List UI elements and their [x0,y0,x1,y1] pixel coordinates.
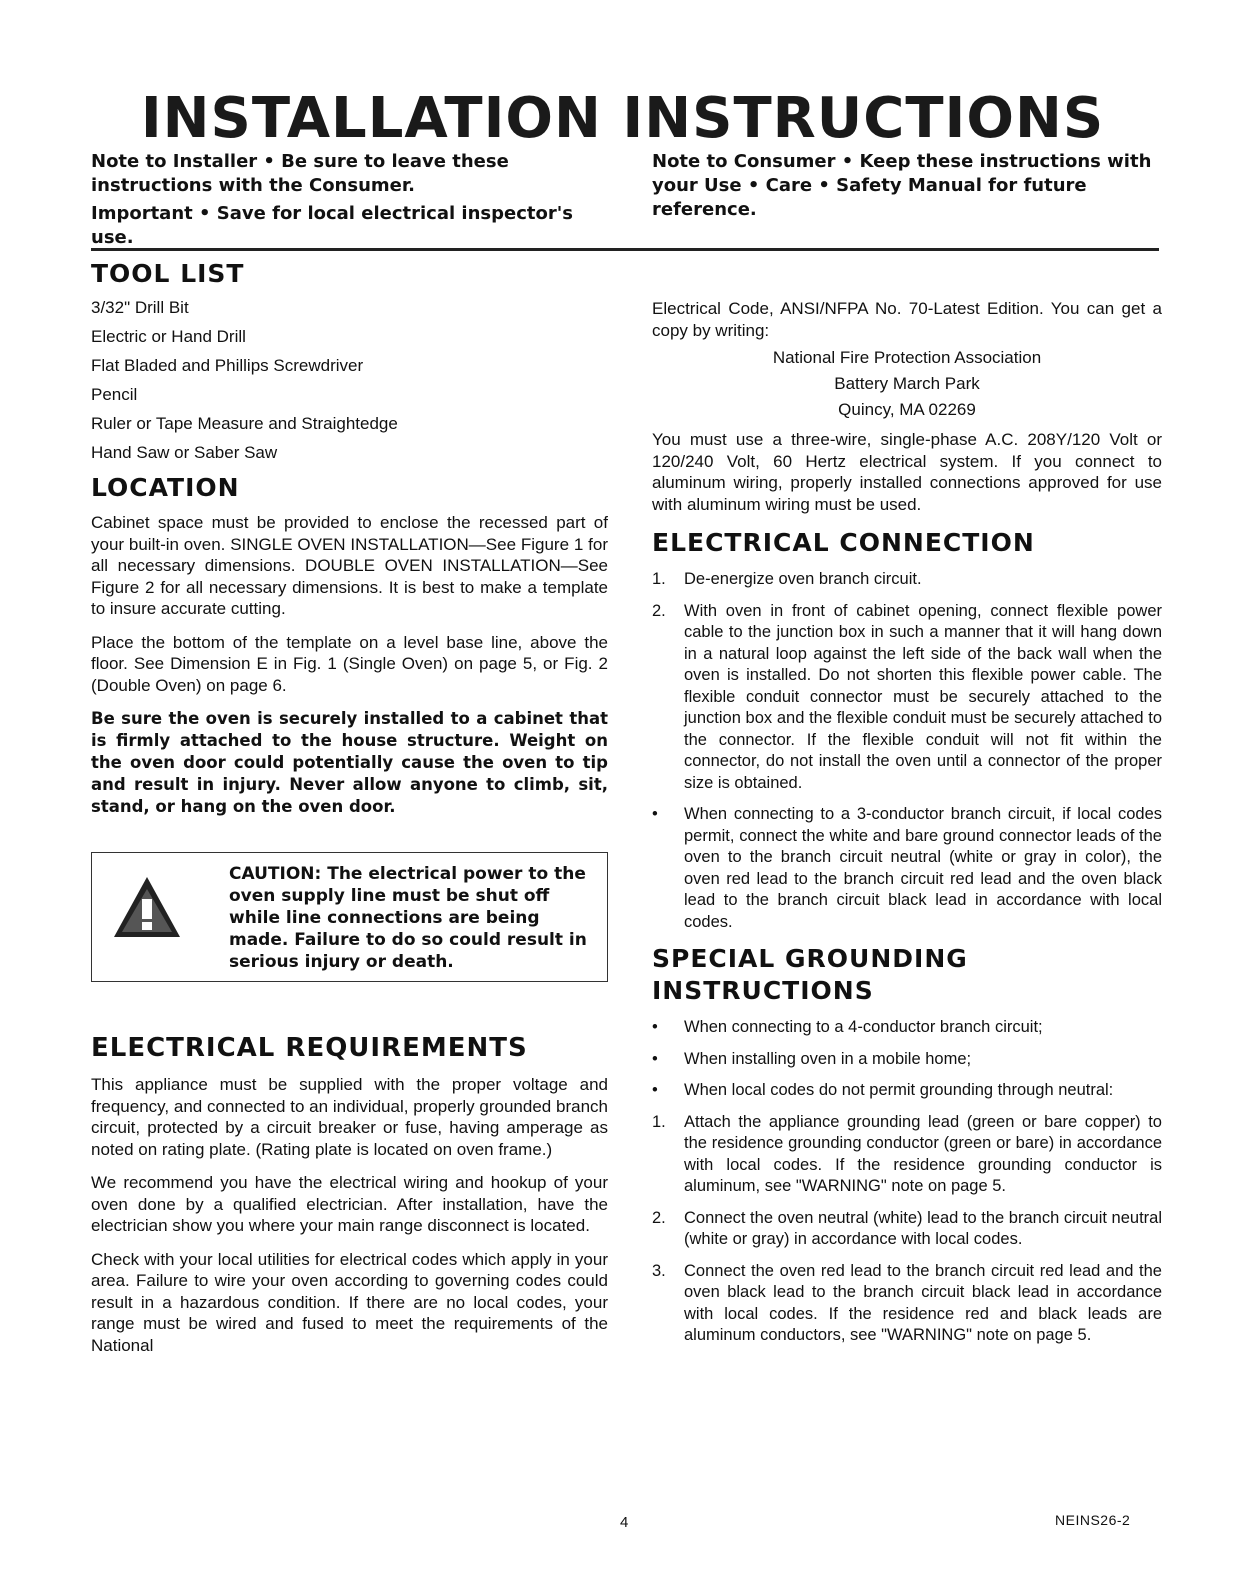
tool-item: Ruler or Tape Measure and Straightedge [91,414,398,433]
left-column [91,258,608,1368]
step-text: Connect the oven red lead to the branch circuit red lead and the oven black lead to the branch circuit black lead in accordance with local codes. If the residence red and black leads are aluminum conductors, see "WARNING" note on page 5. [684,1261,1162,1344]
step-marker: • [652,805,658,823]
list-item [652,601,1162,795]
requirements-paragraph: This appliance must be supplied with the proper voltage and frequency, and connected to an individual, properly grounded branch circuit, protected by a circuit breaker or fuse, having amperage as noted on rating plate. (Rating plate is located on oven frame.) [91,1075,608,1159]
warning-triangle-icon [112,875,182,939]
consumer-notes [652,150,1162,226]
list-item: • When local codes do not permit grounding through neutral: [652,1081,1114,1099]
grounding-conditions [652,1017,1162,1102]
header-divider [91,248,1159,251]
note-to-consumer: Note to Consumer • Keep these instructions with your Use • Care • Safety Manual for future reference. [652,151,1152,220]
condition-text: When installing oven in a mobile home; [684,1049,972,1068]
system-paragraph: You must use a three-wire, single-phase A.C. 208Y/120 Volt or 120/240 Volt, 60 Hertz electrical system. If you connect to aluminum wiring, properly installed connections approved for use with aluminum wiring must be used. [652,430,1162,514]
note-important: Important • Save for local electrical inspector's use. [91,203,573,248]
address-line: Battery March Park [834,374,980,393]
list-item [652,1208,1162,1251]
location-warning: Be sure the oven is securely installed to a cabinet that is firmly attached to the house structure. Weight on the oven door could potentially cause the oven to tip and result in injury. Never allow anyone to climb, sit, stand, or hang on the oven door. [91,709,608,816]
installer-notes [91,150,601,254]
address-line: Quincy, MA 02269 [838,400,976,419]
tool-item: Flat Bladed and Phillips Screwdriver [91,356,364,375]
list-item [652,1112,1162,1198]
connection-steps [652,569,1162,933]
page-number: 4 [620,1514,629,1531]
step-marker: 1. [652,570,666,588]
nfpa-address [652,345,1162,423]
location-heading: LOCATION [91,473,240,502]
step-marker: 2. [652,601,666,620]
special-grounding-heading: INSTRUCTIONS [652,976,874,1005]
step-text: Attach the appliance grounding lead (green or bare copper) to the residence grounding conductor (green or bare) in accordance with local codes. If the residence grounding conductor is aluminum, see "WARNING" note on page 5. [684,1112,1162,1195]
list-item [652,1261,1162,1347]
location-paragraph: Cabinet space must be provided to enclose the recessed part of your built-in oven. SINGLE OVEN INSTALLATION—See Figure 1 for all necessary dimensions. DOUBLE OVEN INSTALLATION—See Figure 2 for all necessary dimensions. It is best to make a template to insure accurate cutting. [91,513,608,618]
tool-item: Hand Saw or Saber Saw [91,443,278,462]
tool-list [91,298,608,463]
condition-text: When connecting to a 4-conductor branch circuit; [684,1018,1043,1036]
step-marker: 3. [652,1261,666,1280]
requirements-paragraph: We recommend you have the electrical wiring and hookup of your oven done by a qualified electrician. After installation, have the electrician show you where your main range disconnect is located. [91,1173,608,1235]
electrical-requirements-heading: ELECTRICAL REQUIREMENTS [91,1033,528,1063]
step-text: Connect the oven neutral (white) lead to the branch circuit neutral (white or gray) in accordance with local codes. [684,1208,1162,1248]
code-paragraph: Electrical Code, ANSI/NFPA No. 70-Latest Edition. You can get a copy by writing: [652,299,1162,340]
address-line: National Fire Protection Association [772,348,1042,367]
tool-item: 3/32" Drill Bit [91,298,189,317]
document-code: NEINS26-2 [1055,1512,1131,1528]
tool-list-heading: TOOL LIST [91,259,245,288]
condition-text: When local codes do not permit grounding through neutral: [684,1081,1114,1099]
list-item: • When connecting to a 4-conductor branch circuit; [652,1018,1043,1036]
caution-text: CAUTION: The electrical power to the oven supply line must be shut off while line connections are being made. Failure to do so could result in serious injury or death. [229,864,587,972]
requirements-paragraph: Check with your local utilities for electrical codes which apply in your area. Failure to wire your oven according to governing codes could result in a hazardous condition. If there are no local codes, your range must be wired and fused to meet the requirements of the National [91,1249,608,1355]
grounding-steps [652,1112,1162,1347]
tool-item: Electric or Hand Drill [91,327,246,346]
page-title: INSTALLATION INSTRUCTIONS [140,86,1105,151]
caution-box [91,852,608,982]
list-item: • When installing oven in a mobile home; [652,1049,972,1068]
list-item [652,569,1162,591]
list-item [652,804,1162,933]
step-marker: 2. [652,1208,666,1227]
step-text: When connecting to a 3-conductor branch circuit, if local codes permit, connect the white and bare ground connector leads of the oven to the branch circuit neutral (white or gray in color), the oven red lead to the branch circuit red lead and the oven black lead to the branch circuit black lead in accordance with local codes. [684,805,1162,931]
right-column [652,298,1162,1357]
tool-item: Pencil [91,385,138,404]
step-marker: 1. [652,1112,666,1131]
electrical-connection-heading: ELECTRICAL CONNECTION [652,528,1035,557]
special-grounding-heading: SPECIAL GROUNDING [652,944,968,973]
step-text: With oven in front of cabinet opening, connect flexible power cable to the junction box in such a manner that it will hang down in a natural loop against the left side of the back wall when the oven is installed. Do not shorten this flexible power cable. The flexible conduit connector must be securely attached to the junction box and the flexible conduit must be securely attached to the connector. If the flexible conduit will not fit within the connector, do not install the oven until a connector of the proper size is obtained. [684,601,1162,792]
step-text: De-energize oven branch circuit. [684,570,922,588]
note-to-installer: Note to Installer • Be sure to leave these instructions with the Consumer. [91,151,509,196]
location-paragraph: Place the bottom of the template on a level base line, above the floor. See Dimension E in Fig. 1 (Single Oven) on page 5, or Fig. 2 (Double Oven) on page 6. [91,632,608,695]
